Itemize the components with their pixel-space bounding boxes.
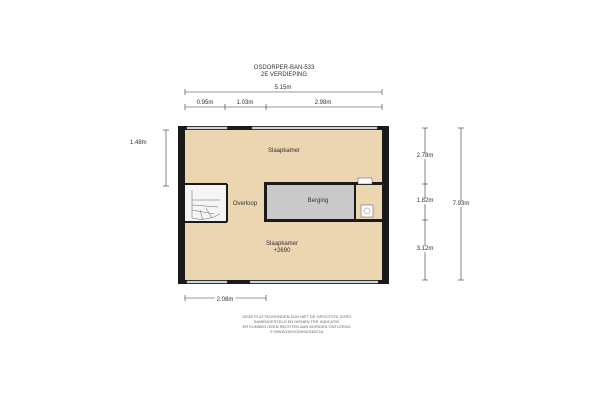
stair-area — [185, 184, 227, 222]
room-storage: Berging — [307, 198, 329, 204]
disclaimer-line-3: ER KUNNEN GEEN RECHTEN AAN WORDEN ONTLEEND. — [242, 324, 352, 329]
room-bedroom-bottom-height: +2690 — [273, 247, 291, 254]
dim-total-width: 5.15m — [274, 85, 292, 91]
dim-right-bottom: 3.12m — [416, 246, 434, 252]
dim-left-height: 1.48m — [130, 140, 147, 146]
dim-bottom-width: 2.08m — [216, 297, 234, 303]
disclaimer-line-4: © WWW.DROOMHUIS360.NL — [269, 329, 325, 334]
disclaimer-line-1: DEZE PLATTEGRONDEN ZIJN MET DE GROOTSTE ZORG — [242, 314, 352, 319]
room-bedroom-top: Slaapkamer — [267, 148, 301, 154]
address-title: OSDORPER-BAN-533 — [253, 65, 315, 71]
room-landing: Overloop — [232, 201, 258, 207]
dim-seg-right: 2.98m — [314, 100, 332, 106]
dim-right-mid: 1.82m — [416, 198, 434, 204]
bedroom-top-fill — [185, 130, 382, 184]
floor-subtitle: 2E VERDIEPING — [260, 72, 308, 78]
dim-total-depth: 7.93m — [452, 201, 470, 207]
dim-right-top: 2.78m — [416, 153, 434, 159]
dim-seg-left: 0.95m — [196, 100, 214, 106]
dim-seg-mid: 1.03m — [236, 100, 254, 106]
disclaimer-line-2: SAMENGESTELD EN DIENEN TER INDICATIE. — [253, 319, 341, 324]
room-bedroom-bottom — [266, 241, 298, 255]
room-bedroom-bottom-name: Slaapkamer — [265, 241, 299, 247]
